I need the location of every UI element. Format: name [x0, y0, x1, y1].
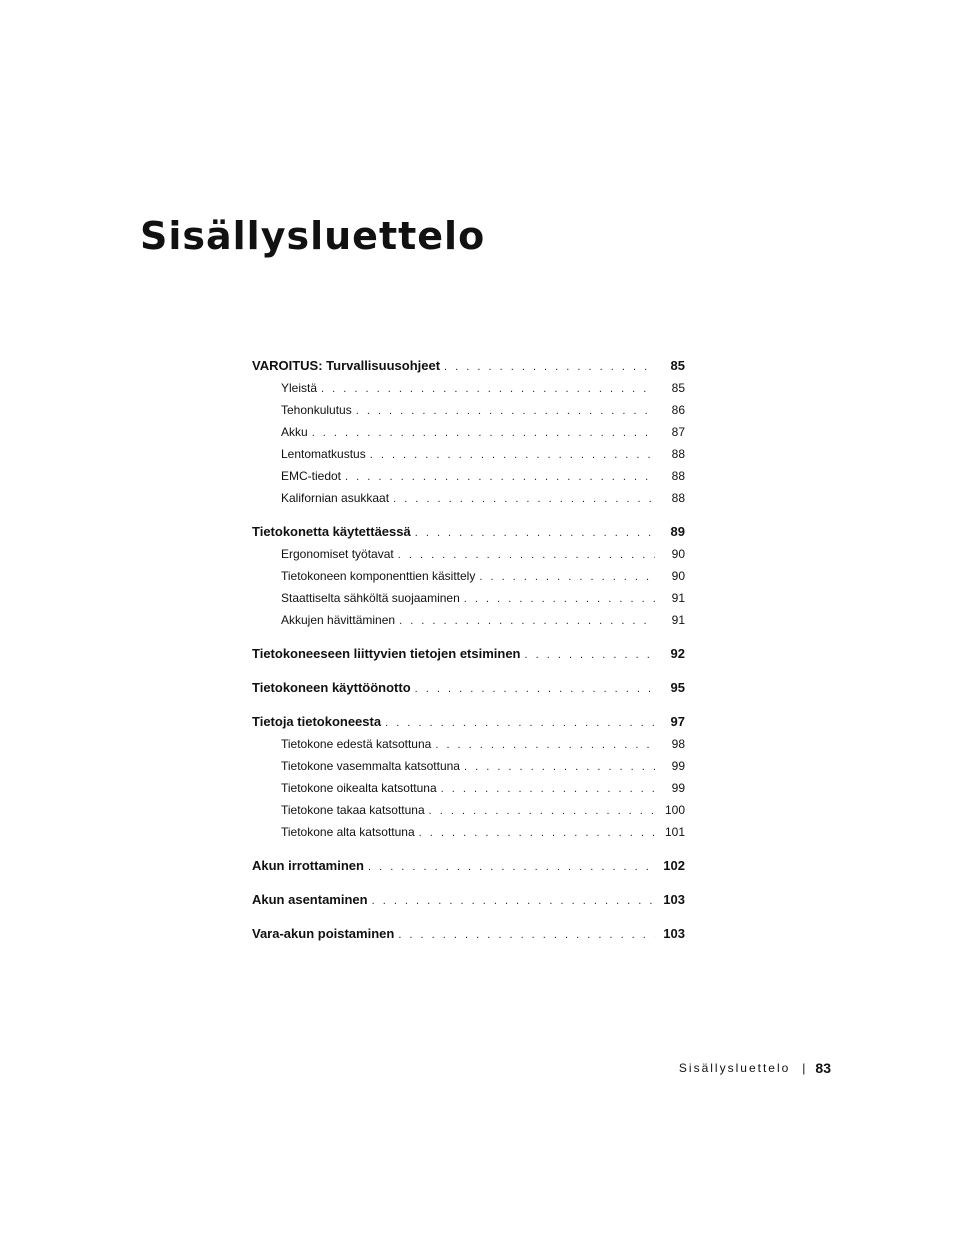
toc-subentry[interactable]: [252, 733, 685, 755]
toc-entry-label: EMC-tiedot: [281, 469, 342, 483]
dot-leader: [341, 466, 655, 487]
table-of-contents: [252, 355, 685, 945]
toc-subentry[interactable]: [252, 777, 685, 799]
toc-subentry[interactable]: [252, 587, 685, 609]
toc-subentry[interactable]: [252, 399, 685, 421]
toc-entry-page-number: 92: [670, 646, 685, 661]
toc-entry-page-number: 101: [664, 825, 685, 839]
dot-leader: [440, 356, 655, 377]
dot-leader: [460, 756, 655, 777]
toc-entry-label: Tietokoneen komponenttien käsittely: [281, 569, 476, 583]
toc-entry-page-number: 99: [671, 781, 685, 795]
toc-subentry[interactable]: [252, 543, 685, 565]
toc-entry-page-number: 88: [671, 491, 685, 505]
toc-entry-page-number: 103: [663, 926, 685, 941]
toc-entry-label: Tietokone edestä katsottuna: [281, 737, 432, 751]
footer-section-title: Sisällysluettelo: [678, 1061, 791, 1075]
toc-entry[interactable]: [252, 643, 685, 665]
page-title: Sisällysluettelo: [140, 214, 486, 258]
dot-leader: [425, 800, 655, 821]
dot-leader: [381, 712, 655, 733]
footer-page-number: 83: [815, 1060, 831, 1076]
dot-leader: [368, 890, 655, 911]
toc-entry-label: Akun asentaminen: [252, 892, 368, 907]
toc-entry-page-number: 87: [671, 425, 685, 439]
dot-leader: [308, 422, 655, 443]
toc-entry-page-number: 88: [671, 469, 685, 483]
toc-subentry[interactable]: [252, 609, 685, 631]
dot-leader: [437, 778, 655, 799]
toc-subentry[interactable]: [252, 421, 685, 443]
dot-leader: [394, 924, 655, 945]
toc-entry-page-number: 100: [664, 803, 685, 817]
toc-entry-page-number: 91: [671, 613, 685, 627]
toc-subentry[interactable]: [252, 443, 685, 465]
dot-leader: [460, 588, 655, 609]
toc-entry-page-number: 86: [671, 403, 685, 417]
toc-entry-label: Tietoja tietokoneesta: [252, 714, 382, 729]
toc-entry[interactable]: [252, 923, 685, 945]
dot-leader: [352, 400, 655, 421]
dot-leader: [389, 488, 655, 509]
toc-entry[interactable]: [252, 355, 685, 377]
toc-entry-label: Yleistä: [281, 381, 318, 395]
toc-entry-label: Akun irrottaminen: [252, 858, 364, 873]
toc-entry[interactable]: [252, 521, 685, 543]
toc-entry-label: Tietokoneeseen liittyvien tietojen etsiminen: [252, 646, 521, 661]
toc-subentry[interactable]: [252, 755, 685, 777]
toc-entry-page-number: 89: [670, 524, 685, 539]
toc-subentry[interactable]: [252, 565, 685, 587]
toc-entry-page-number: 102: [663, 858, 685, 873]
toc-entry-page-number: 98: [671, 737, 685, 751]
toc-entry-page-number: 88: [671, 447, 685, 461]
dot-leader: [431, 734, 655, 755]
toc-entry-page-number: 85: [671, 381, 685, 395]
toc-entry-page-number: 90: [671, 547, 685, 561]
page-footer: [679, 1060, 831, 1076]
toc-entry-label: VAROITUS: Turvallisuusohjeet: [252, 358, 441, 373]
dot-leader: [411, 522, 655, 543]
dot-leader: [366, 444, 655, 465]
toc-entry-page-number: 85: [670, 358, 685, 373]
toc-entry-page-number: 103: [663, 892, 685, 907]
dot-leader: [364, 856, 655, 877]
dot-leader: [394, 544, 655, 565]
toc-entry-label: Akku: [281, 425, 308, 439]
toc-entry-page-number: 97: [670, 714, 685, 729]
toc-entry-label: Tietokonetta käytettäessä: [252, 524, 411, 539]
dot-leader: [475, 566, 655, 587]
toc-entry-label: Lentomatkustus: [281, 447, 366, 461]
toc-entry[interactable]: [252, 677, 685, 699]
footer-separator: |: [802, 1061, 806, 1075]
toc-entry-label: Vara-akun poistaminen: [252, 926, 395, 941]
toc-subentry[interactable]: [252, 465, 685, 487]
toc-entry-label: Tehonkulutus: [281, 403, 352, 417]
toc-subentry[interactable]: [252, 799, 685, 821]
toc-entry[interactable]: [252, 855, 685, 877]
dot-leader: [317, 378, 655, 399]
toc-entry[interactable]: [252, 889, 685, 911]
toc-entry-label: Tietokone vasemmalta katsottuna: [281, 759, 460, 773]
toc-subentry[interactable]: [252, 377, 685, 399]
toc-entry-page-number: 90: [671, 569, 685, 583]
toc-entry-label: Staattiselta sähköltä suojaaminen: [281, 591, 460, 605]
toc-entry-label: Akkujen hävittäminen: [281, 613, 396, 627]
toc-entry-label: Tietokone oikealta katsottuna: [281, 781, 437, 795]
toc-entry-label: Ergonomiset työtavat: [281, 547, 394, 561]
toc-entry-label: Tietokone alta katsottuna: [281, 825, 415, 839]
toc-entry-label: Tietokoneen käyttöönotto: [252, 680, 411, 695]
toc-entry-page-number: 91: [671, 591, 685, 605]
dot-leader: [521, 644, 656, 665]
toc-entry-label: Tietokone takaa katsottuna: [281, 803, 425, 817]
dot-leader: [415, 822, 655, 843]
dot-leader: [395, 610, 655, 631]
toc-entry-page-number: 95: [670, 680, 685, 695]
toc-entry[interactable]: [252, 711, 685, 733]
toc-subentry[interactable]: [252, 821, 685, 843]
toc-entry-page-number: 99: [671, 759, 685, 773]
toc-subentry[interactable]: [252, 487, 685, 509]
dot-leader: [411, 678, 655, 699]
toc-entry-label: Kalifornian asukkaat: [281, 491, 390, 505]
